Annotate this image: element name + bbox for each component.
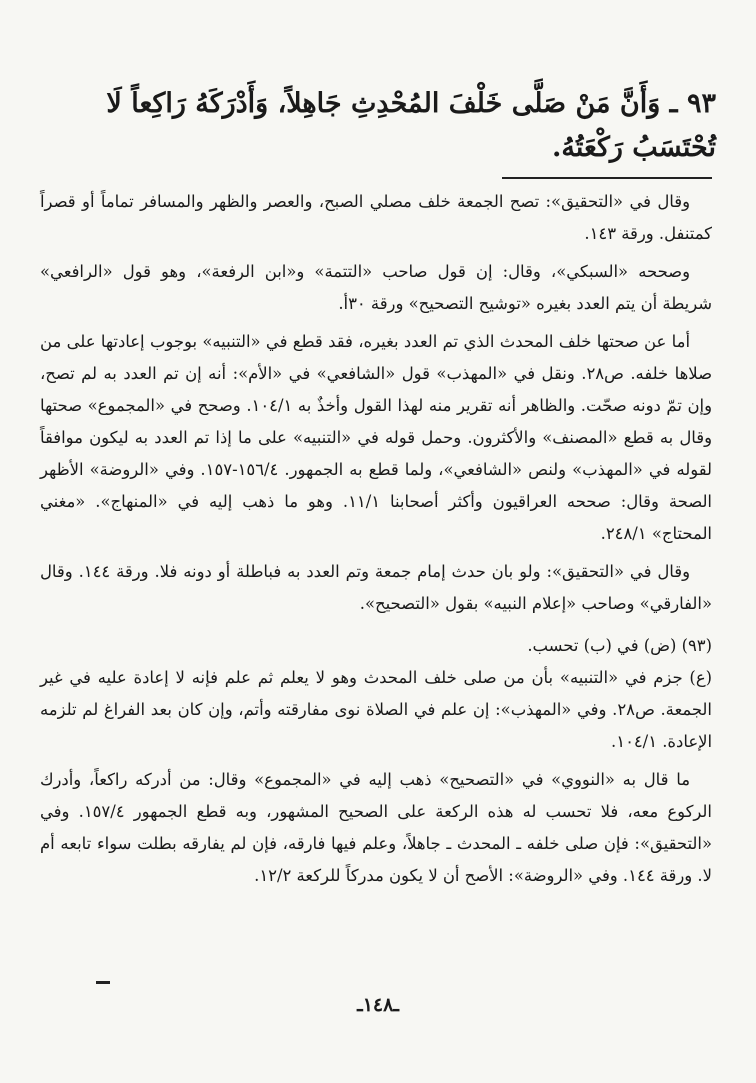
footnote-paragraph: وصححه «السبكي»، وقال: إن قول صاحب «التتمة» و«ابن الرفعة»، وهو قول «الرافعي» شريطة أن يتم العدد بغيره «توشيح التصحيح» ورقة ٣٠أ.: [40, 262, 712, 313]
footnotes: [40, 186, 712, 892]
footnote-paragraph: وقال في «التحقيق»: تصح الجمعة خلف مصلي الصبح، والعصر والظهر والمسافر تماماً أو قصراً كمتنفل. ورقة ١٤٣.: [40, 192, 712, 243]
footnote-paragraph: (ع) جزم في «التنبيه» بأن من صلى خلف المحدث وهو لا يعلم ثم علم فإنه لا إعادة عليه في غير الجمعة. ص٢٨. وفي «المهذب»: إن علم في الصلاة نوى مفارقته وأتم، وإن كان بعد الفراغ لم تلزمه الإعادة. ١٠٤/١.: [40, 668, 712, 751]
main-text: ٩٣ ـ وَأَنَّ مَنْ صَلَّى خَلْفَ المُحْدِثِ جَاهِلاً، وَأَدْرَكَهُ رَاكِعاً لَا تُحْتَسَبُ رَكْعَتُهُ.: [106, 88, 716, 163]
footnote-paragraph: أما عن صحتها خلف المحدث الذي تم العدد بغيره، فقد قطع في «التنبيه» بوجوب إعادتها على من صلاها خلفه. ص٢٨. ونقل في «المهذب» قول «الشافعي» في «الأم»: أنه إن تم العدد به لم تصح، وإن تمّ دونه صحّت. والظاهر أنه تقرير منه لهذا القول وأخذٌ به ١٠٤/١. وصحح في «المجموع» صحتها وقال به قطع «المصنف» والأكثرون. وحمل قوله في «التنبيه» على ما إذا تم العدد به ليكون موافقاً لقوله في «المهذب» ولنص «الشافعي»، ولما قطع به الجمهور. ١٥٦/٤-١٥٧. وفي «الروضة» الأظهر الصحة وقال: صححه العراقيون وأكثر أصحابنا ١١/١. وهو ما ذهب إليه في «المنهاج». «مغني المحتاج» ٢٤٨/١.: [40, 332, 713, 543]
footnote-separator: [502, 177, 712, 179]
footnote-paragraph: وقال في «التحقيق»: ولو بان حدث إمام جمعة وتم العدد به فباطلة أو دونه فلا. ورقة ١٤٤. وقال «الفارقي» وصاحب «إعلام النبيه» بقول «التصحيح».: [40, 562, 712, 613]
footnote-paragraph: ما قال به «النووي» في «التصحيح» ذهب إليه في «المجموع» وقال: من أدركه راكعاً، وأدرك الركوع معه، فلا تحسب له هذه الركعة على الصحيح المشهور، وبه قطع الجمهور ١٥٧/٤. وفي «التحقيق»: فإن صلى خلفه ـ المحدث ـ جاهلاً، وعلم فيها فارقه، فإن لم يفارقه بطلت سواء تابعه أم لا. ورقة ١٤٤. وفي «الروضة»: الأصح أن لا يكون مدركاً للركعة ١٢/٢.: [40, 770, 712, 885]
footnote-number-line: (٩٣) (ض) في (ب) تحسب.: [527, 636, 712, 655]
page-number: ـ١٤٨ـ: [357, 994, 399, 1016]
end-dash: [96, 981, 110, 984]
